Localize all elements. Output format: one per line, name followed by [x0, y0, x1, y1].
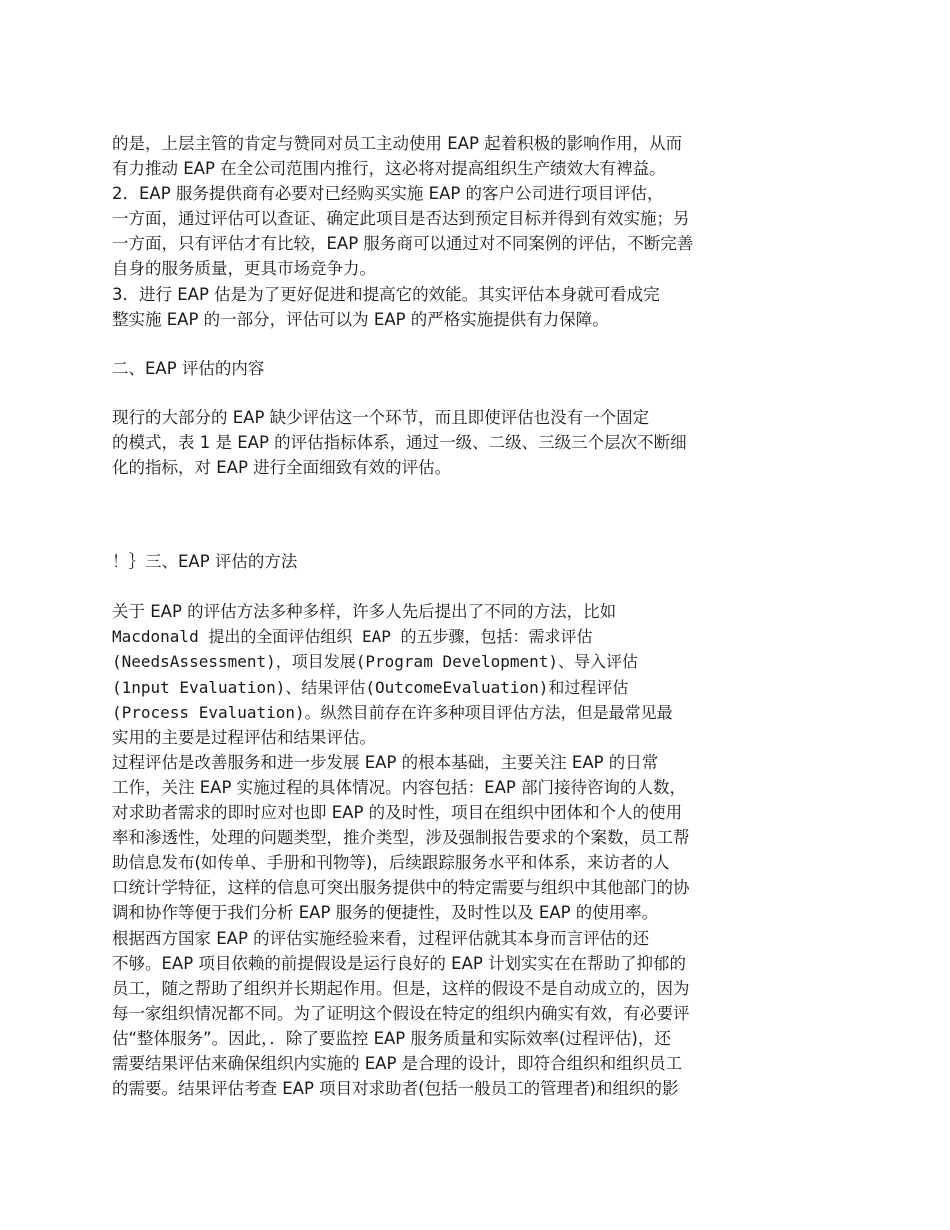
text-line: 的模式，表 1 是 EAP 的评估指标体系，通过一级、二级、三级三个层次不断细: [112, 433, 687, 452]
text-line: Macdonald 提出的全面评估组织 EAP 的五步骤，包括：需求评估: [112, 627, 593, 646]
text-line: 不够。EAP 项目依赖的前提假设是运行良好的 EAP 计划实实在在帮助了抑郁的: [112, 954, 687, 973]
section-heading: ！｝三、EAP 评估的方法: [112, 552, 298, 571]
text-line: (NeedsAssessment)，项目发展(Program Development)、导入评估: [112, 652, 639, 671]
text-line: 一方面，只有评估才有比较，EAP 服务商可以通过对不同案例的评估，不断完善: [112, 234, 694, 253]
text-line: 的需要。结果评估考查 EAP 项目对求助者(包括一般员工的管理者)和组织的影: [112, 1079, 679, 1098]
text-line: 率和渗透性，处理的问题类型，推介类型，涉及强制报告要求的个案数，员工帮: [112, 828, 690, 847]
text-line: 根据西方国家 EAP 的评估实施经验来看，过程评估就其本身而言评估的还: [112, 929, 650, 948]
text-line: 3．进行 EAP 估是为了更好促进和提高它的效能。其实评估本身就可看成完: [112, 285, 660, 304]
text-line: 实用的主要是过程评估和结果评估。: [112, 728, 376, 747]
text-line: 整实施 EAP 的一部分，评估可以为 EAP 的严格实施提供有力保障。: [112, 310, 609, 329]
text-line: 员工，随之帮助了组织并长期起作用。但是，这样的假设不是自动成立的，因为: [112, 979, 690, 998]
text-line: 工作，关注 EAP 实施过程的具体情况。内容包括：EAP 部门接待咨询的人数，: [112, 778, 687, 797]
text-line: 口统计学特征，这样的信息可突出服务提供中的特定需要与组织中其他部门的协: [112, 878, 690, 897]
text-line: 过程评估是改善服务和进一步发展 EAP 的根本基础，主要关注 EAP 的日常: [112, 753, 659, 772]
text-line: 有力推动 EAP 在全公司范围内推行，这必将对提高组织生产绩效大有裨益。: [112, 159, 666, 178]
text-line: 估“整体服务”。因此，．除了要监控 EAP 服务质量和实际效率(过程评估)，还: [112, 1029, 671, 1048]
text-line: 对求助者需求的即时应对也即 EAP 的及时性，项目在组织中团体和个人的使用: [112, 803, 683, 822]
section-heading: 二、EAP 评估的内容: [112, 359, 265, 378]
text-line: 调和协作等便于我们分析 EAP 服务的便捷性，及时性以及 EAP 的使用率。: [112, 903, 659, 922]
text-line: 一方面，通过评估可以查证、确定此项目是否达到预定目标并得到有效实施；另: [112, 209, 690, 228]
text-line: 自身的服务质量，更具市场竞争力。: [112, 259, 376, 278]
text-line: 关于 EAP 的评估方法多种多样，许多人先后提出了不同的方法，比如: [112, 602, 617, 621]
text-line: 的是，上层主管的肯定与赞同对员工主动使用 EAP 起着积极的影响作用，从而: [112, 134, 683, 153]
text-line: (Process Evaluation)。纵然目前存在许多种项目评估方法，但是最常见最: [112, 703, 673, 722]
text-line: 2．EAP 服务提供商有必要对已经购买实施 EAP 的客户公司进行项目评估，: [112, 184, 664, 203]
text-line: 需要结果评估来确保组织内实施的 EAP 是合理的设计，即符合组织和组织员工: [112, 1054, 683, 1073]
text-line: 化的指标，对 EAP 进行全面细致有效的评估。: [112, 458, 452, 477]
text-line: (1nput Evaluation)、结果评估(OutcomeEvaluation)和过程评估: [112, 678, 629, 697]
text-line: 助信息发布(如传单、手册和刊物等)，后续跟踪服务水平和体系，来访者的人: [112, 853, 670, 872]
text-line: 每一家组织情况都不同。为了证明这个假设在特定的组织内确实有效，有必要评: [112, 1004, 690, 1023]
text-line: 现行的大部分的 EAP 缺少评估这一个环节，而且即使评估也没有一个固定: [112, 408, 650, 427]
